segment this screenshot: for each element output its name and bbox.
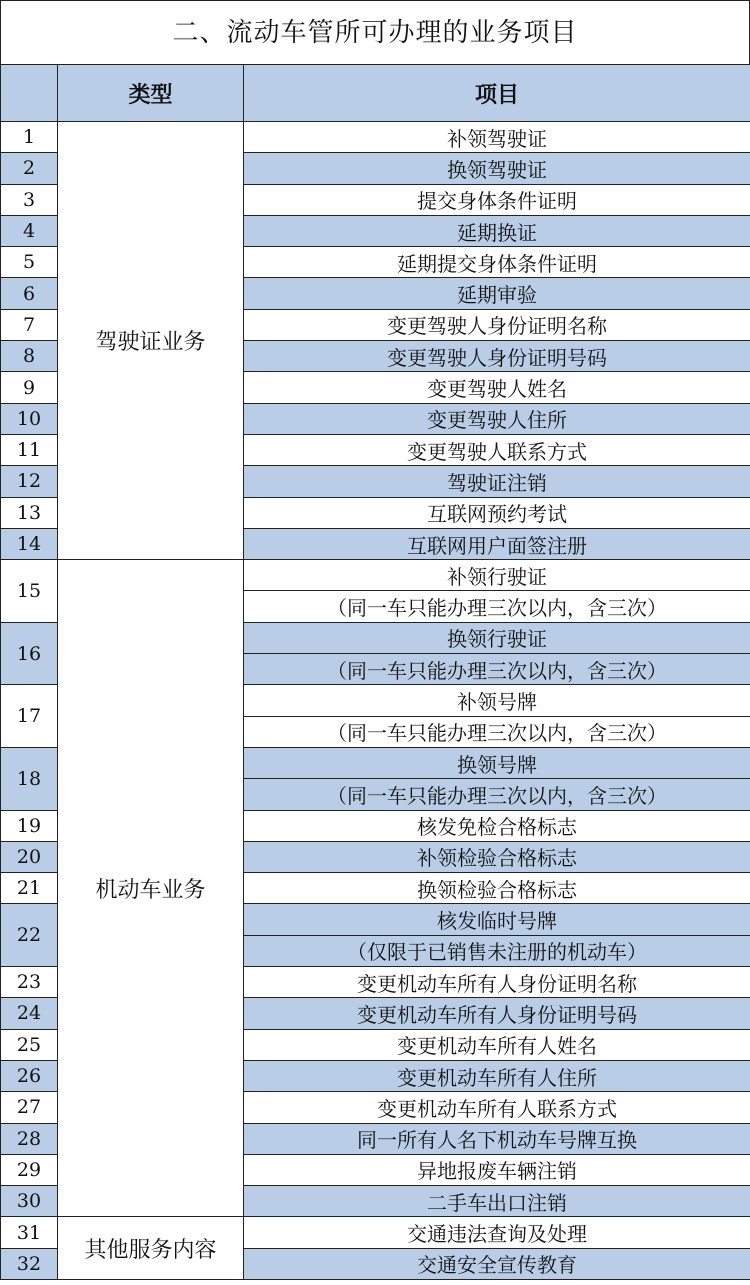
service-item: 延期审验 — [244, 278, 750, 309]
service-item: 变更驾驶人联系方式 — [244, 434, 750, 465]
row-number: 26 — [1, 1060, 58, 1091]
service-item: 交通违法查询及处理 — [244, 1217, 750, 1248]
row-number: 2 — [1, 153, 58, 184]
service-item: 变更驾驶人姓名 — [244, 372, 750, 403]
row-number: 20 — [1, 841, 58, 872]
row-number: 11 — [1, 434, 58, 465]
service-item: （同一车只能办理三次以内，含三次） — [244, 779, 750, 810]
service-item: 延期换证 — [244, 215, 750, 246]
row-number: 3 — [1, 184, 58, 215]
row-number: 16 — [1, 622, 58, 685]
service-item: 异地报废车辆注销 — [244, 1154, 750, 1185]
service-item: （同一车只能办理三次以内，含三次） — [244, 591, 750, 622]
header-number — [1, 65, 58, 122]
service-item: 核发临时号牌 — [244, 904, 750, 935]
page-title: 二、流动车管所可办理的业务项目 — [0, 0, 750, 64]
row-number: 12 — [1, 466, 58, 497]
service-item: 同一所有人名下机动车号牌互换 — [244, 1123, 750, 1154]
service-item: 变更驾驶人身份证明名称 — [244, 309, 750, 340]
row-number: 13 — [1, 497, 58, 528]
services-table — [0, 64, 750, 1280]
row-number: 15 — [1, 560, 58, 623]
row-number: 25 — [1, 1029, 58, 1060]
category-cell: 其他服务内容 — [58, 1217, 244, 1280]
service-item: 变更机动车所有人住所 — [244, 1060, 750, 1091]
service-item: 变更驾驶人住所 — [244, 403, 750, 434]
row-number: 9 — [1, 372, 58, 403]
row-number: 1 — [1, 122, 58, 153]
service-item: 交通安全宣传教育 — [244, 1248, 750, 1279]
service-item: 换领驾驶证 — [244, 153, 750, 184]
table-header-row — [1, 65, 750, 122]
row-number: 18 — [1, 747, 58, 810]
row-number: 14 — [1, 528, 58, 559]
service-item: 驾驶证注销 — [244, 466, 750, 497]
row-number: 17 — [1, 685, 58, 748]
row-number: 19 — [1, 810, 58, 841]
row-number: 4 — [1, 215, 58, 246]
service-item: 互联网预约考试 — [244, 497, 750, 528]
row-number: 5 — [1, 247, 58, 278]
service-item: 核发免检合格标志 — [244, 810, 750, 841]
service-item: 变更机动车所有人联系方式 — [244, 1092, 750, 1123]
row-number: 22 — [1, 904, 58, 967]
service-item: 变更机动车所有人姓名 — [244, 1029, 750, 1060]
service-item: 换领检验合格标志 — [244, 873, 750, 904]
row-number: 32 — [1, 1248, 58, 1279]
category-cell: 驾驶证业务 — [58, 122, 244, 560]
table-row — [1, 560, 750, 591]
row-number: 29 — [1, 1154, 58, 1185]
service-item: 变更驾驶人身份证明号码 — [244, 341, 750, 372]
row-number: 24 — [1, 998, 58, 1029]
service-item: 补领号牌 — [244, 685, 750, 716]
service-item: （同一车只能办理三次以内，含三次） — [244, 716, 750, 747]
service-item: 互联网用户面签注册 — [244, 528, 750, 559]
service-item: 变更机动车所有人身份证明名称 — [244, 967, 750, 998]
service-item: 换领行驶证 — [244, 622, 750, 653]
row-number: 6 — [1, 278, 58, 309]
service-item: 换领号牌 — [244, 747, 750, 778]
header-item: 项目 — [244, 65, 750, 122]
service-item: 变更机动车所有人身份证明号码 — [244, 998, 750, 1029]
row-number: 30 — [1, 1186, 58, 1217]
service-item: 提交身体条件证明 — [244, 184, 750, 215]
service-item: 延期提交身体条件证明 — [244, 247, 750, 278]
row-number: 7 — [1, 309, 58, 340]
table-body — [1, 122, 750, 1280]
category-cell: 机动车业务 — [58, 560, 244, 1217]
row-number: 8 — [1, 341, 58, 372]
table-row — [1, 1217, 750, 1248]
service-item: 补领检验合格标志 — [244, 841, 750, 872]
service-item: （同一车只能办理三次以内，含三次） — [244, 654, 750, 685]
row-number: 23 — [1, 967, 58, 998]
service-item: 二手车出口注销 — [244, 1186, 750, 1217]
service-item: 补领行驶证 — [244, 560, 750, 591]
table-row — [1, 122, 750, 153]
service-item: （仅限于已销售未注册的机动车） — [244, 935, 750, 966]
row-number: 21 — [1, 873, 58, 904]
row-number: 28 — [1, 1123, 58, 1154]
row-number: 31 — [1, 1217, 58, 1248]
header-type: 类型 — [58, 65, 244, 122]
row-number: 27 — [1, 1092, 58, 1123]
service-item: 补领驾驶证 — [244, 122, 750, 153]
row-number: 10 — [1, 403, 58, 434]
